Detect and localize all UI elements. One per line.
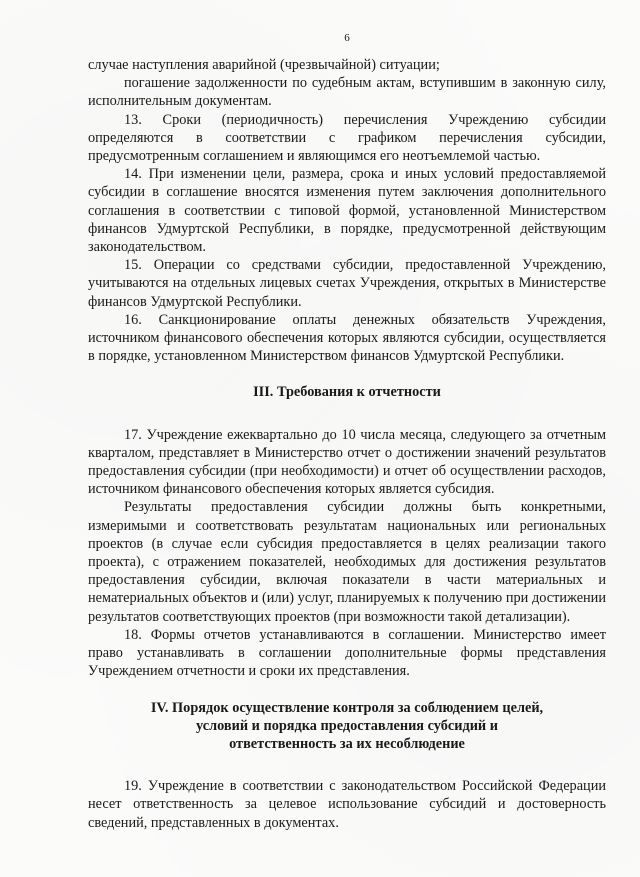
paragraph-15: 15. Операции со средствами субсидии, предоставленной Учреждению, учитываются на отдельных лицевых счетах Учреждения, открытых в Министерстве финансов Удмуртской Республики. [88, 257, 606, 310]
paragraph-results: Результаты предоставления субсидии должны быть конкретными, измеримыми и соответствовать результатам национальных или региональных проектов (в случае если субсидия предоставляется в целях реализации такого проекта), с отражением показателей, необходимых для достижения результатов предоставления субсидии, включая показатели в части материальных и нематериальных объектов и (или) услуг, планируемых к получению при достижении результатов соответствующих проектов (при возможности такой детализации). [88, 499, 606, 625]
paragraph-17: 17. Учреждение ежеквартально до 10 числа месяца, следующего за отчетным кварталом, представляет в Министерство отчет о достижении значений результатов предоставления субсидии (при необходимости) и отчет об осуществлении расходов, источником финансового обеспечения которых является субсидия. [88, 426, 606, 498]
section-4-heading-line-1: IV. Порядок осуществление контроля за соблюдением целей, [150, 699, 544, 716]
paragraph-14: 14. При изменении цели, размера, срока и иных условий предоставляемой субсидии в соглашение вносятся изменения путем заключения дополнительного соглашения в соответствии с типовой формой, установленной Министерством финансов Удмуртской Республики, в порядке, предусмотренной действующим законодательством. [88, 166, 606, 256]
paragraph-19: 19. Учреждение в соответствии с законодательством Российской Федерации несет ответственность за целевое использование субсидий и достоверность сведений, представленных в документах. [88, 778, 606, 831]
section-3-heading: III. Требования к отчетности [253, 384, 441, 401]
paragraph-debt-repayment: погашение задолженности по судебным актам, вступившим в законную силу, исполнительным документам. [88, 75, 606, 110]
paragraph-13: 13. Сроки (периодичность) перечисления Учреждению субсидии определяются в соответствии с графиком перечисления субсидии, предусмотренным соглашением и являющимся его неотъемлемой частью. [88, 111, 606, 165]
paragraph-18: 18. Формы отчетов устанавливаются в соглашении. Министерство имеет право устанавливать в соглашении дополнительные формы представления Учреждением отчетности и сроки их представления. [88, 626, 606, 680]
paragraph-16: 16. Санкционирование оплаты денежных обязательств Учреждения, источником финансового обеспечения которых являются субсидии, осуществляется в порядке, установленном Министерством финансов Удмуртской Республики. [88, 311, 606, 365]
section-4-heading-line-2: условий и порядка предоставления субсидий и [196, 717, 498, 734]
paragraph-continuation: случае наступления аварийной (чрезвычайной) ситуации; [88, 57, 440, 73]
page-number: 6 [344, 32, 350, 44]
section-4-heading-line-3: ответственность за их несоблюдение [229, 735, 465, 752]
